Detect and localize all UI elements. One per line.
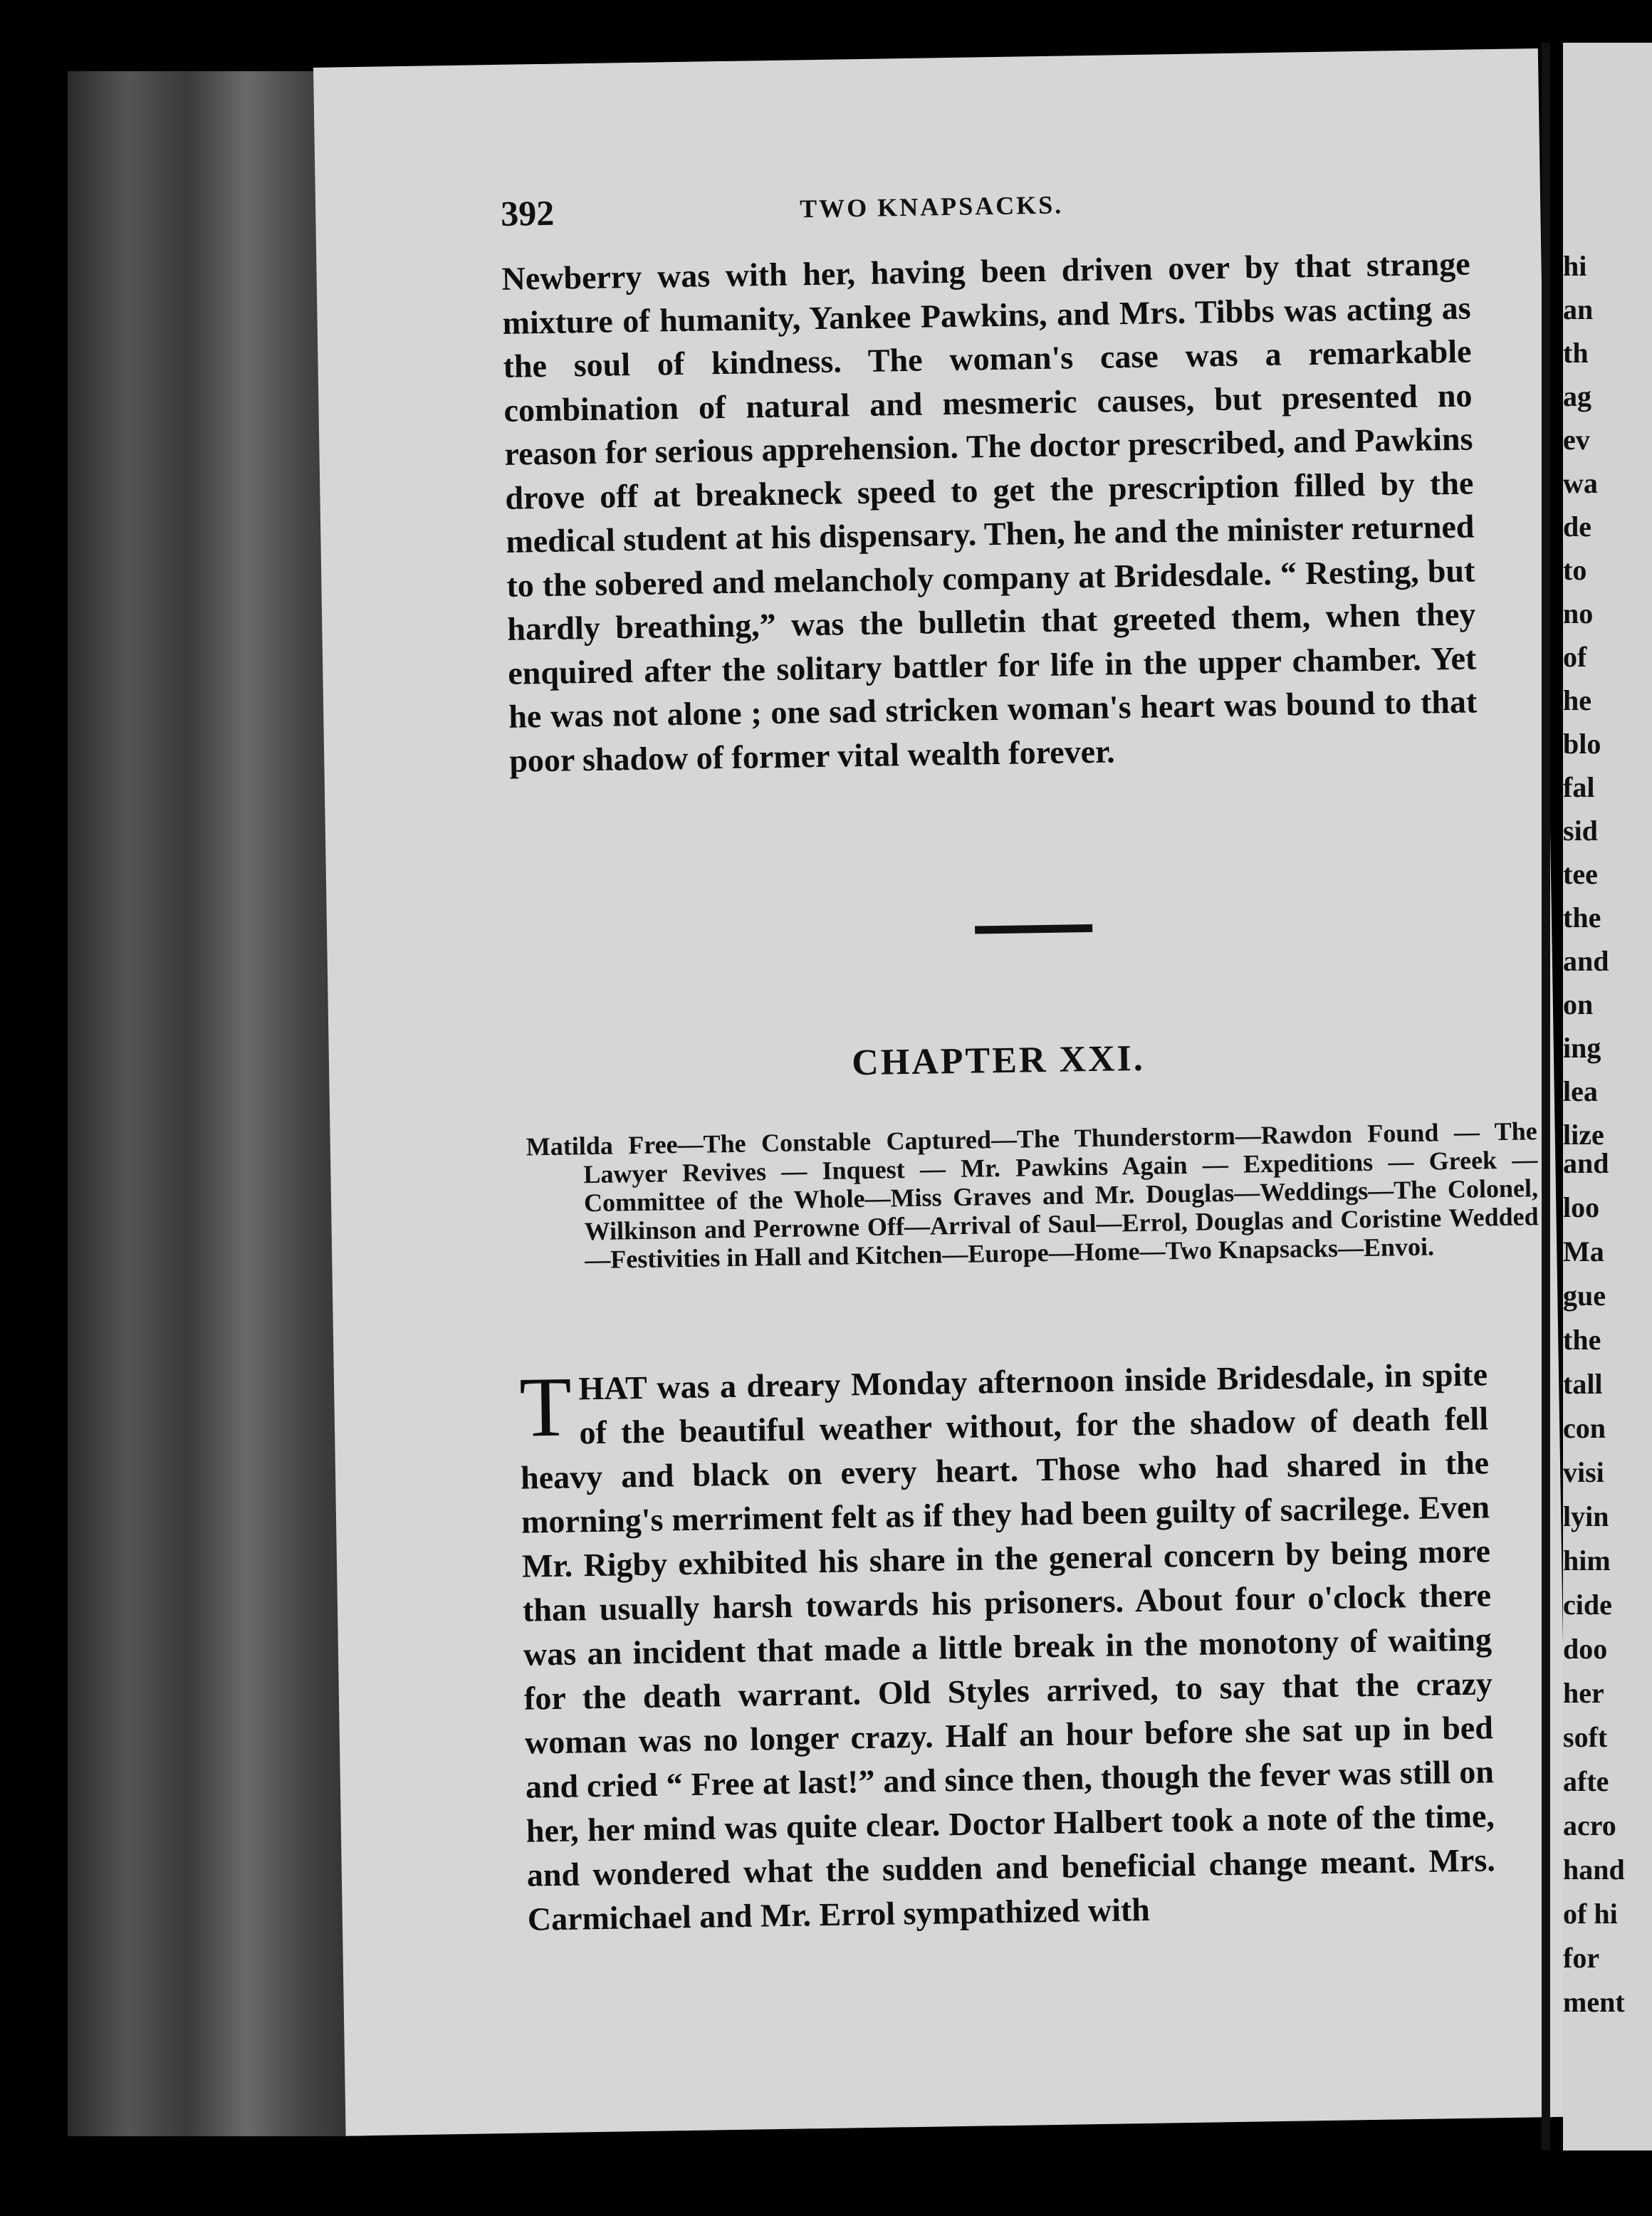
chapter-opening-text: HAT was a dreary Monday afternoon inside Bridesdale, in spite of the beautiful weather without, for the shadow of death fell heavy and black on every heart. Those who had shared in the morning's merriment felt as if they had been guilty of sacrilege. Even Mr. Rigby exhibited his share in the general concern by being more than usually harsh towards his prisoners. About four o'clock there was an incident that made a little break in the monotony of waiting for the death warrant. Old Styles arrived, to say that the crazy woman was no longer crazy. Half an hour before she sat up in bed and cried “ Free at last!” and since then, though the fever was still on her, her mind was quite clear. Doctor Halbert took a note of the time, and wondered what the sudden and beneficial change meant. Mrs. Carmichael and Mr. Errol sympathized with	[520, 1356, 1496, 1938]
adjacent-page-fragment: hi	[1563, 250, 1587, 282]
page-number: 392	[500, 192, 555, 234]
adjacent-page-fragment: the	[1563, 901, 1601, 934]
adjacent-page-fragment: Ma	[1563, 1235, 1604, 1268]
adjacent-page-fragment: he	[1563, 684, 1591, 716]
adjacent-page-fragment: on	[1563, 988, 1594, 1020]
adjacent-page-fragment: of	[1563, 641, 1587, 673]
adjacent-page-fragment: an	[1563, 293, 1594, 325]
adjacent-page-fragment: fal	[1563, 771, 1595, 803]
adjacent-page-fragment: of hi	[1563, 1898, 1618, 1930]
adjacent-page-fragment: and	[1563, 945, 1609, 977]
adjacent-page-fragment: acro	[1563, 1809, 1616, 1841]
adjacent-page-fragment: and	[1563, 1147, 1609, 1179]
adjacent-page-fragment: soft	[1563, 1721, 1608, 1753]
drop-cap: T	[518, 1359, 573, 1455]
adjacent-page-fragment: blo	[1563, 728, 1601, 760]
adjacent-page-fragment: loo	[1563, 1191, 1600, 1223]
book-page	[313, 48, 1570, 2136]
adjacent-page-fragment: sid	[1563, 815, 1598, 847]
adjacent-page-fragment: de	[1563, 511, 1591, 543]
adjacent-page-fragment: the	[1563, 1324, 1601, 1356]
adjacent-page-fragment: afte	[1563, 1765, 1609, 1797]
chapter-summary-text: Matilda Free—The Constable Captured—The Thunderstorm—Rawdon Found — The Lawyer Revives — Inquest — Mr. Pawkins Again — Expeditions — Greek — Committee of the Whole—Miss Graves and Mr. Douglas—Weddings—The Colonel, Wilkinson and Perrowne Off—Arrival of Saul—Errol, Douglas and Coristine Wedded—Festivities in Hall and Kitchen—Europe—Home—Two Knapsacks—Envoi.	[526, 1117, 1539, 1275]
running-title: TWO KNAPSACKS.	[799, 190, 1064, 224]
chapter-summary	[526, 1117, 1539, 1275]
page-header	[501, 177, 1512, 250]
adjacent-page-fragment: gue	[1563, 1280, 1606, 1312]
adjacent-page-fragment: visi	[1563, 1456, 1604, 1488]
adjacent-page-fragment: no	[1563, 597, 1594, 629]
adjacent-page-fragment: tall	[1563, 1368, 1603, 1400]
section-divider	[975, 924, 1092, 934]
adjacent-page-fragment: her	[1563, 1677, 1604, 1709]
adjacent-page-fragment: th	[1563, 337, 1589, 369]
adjacent-page-fragment: doo	[1563, 1633, 1608, 1665]
adjacent-page-fragment: lea	[1563, 1075, 1598, 1107]
adjacent-page-fragment: hand	[1563, 1854, 1625, 1886]
adjacent-page-fragment: him	[1563, 1545, 1611, 1577]
adjacent-page-fragment: wa	[1563, 467, 1598, 499]
chapter-title: CHAPTER XXI.	[851, 1038, 1146, 1084]
adjacent-page-fragment: ev	[1563, 424, 1590, 456]
chapter-opening-paragraph	[519, 1352, 1496, 1941]
adjacent-page-fragment: ag	[1563, 380, 1591, 412]
adjacent-page-fragment: for	[1563, 1942, 1600, 1974]
adjacent-page-fragment: cide	[1563, 1589, 1612, 1621]
adjacent-page-edge	[1563, 43, 1652, 2150]
top-paragraph: Newberry was with her, having been driven over by that strange mixture of humanity, Yankee Pawkins, and Mrs. Tibbs was acting as the soul of kindness. The woman's case was a remarkable combination of natural and mesmeric causes, but presented no reason for serious apprehension. The doctor prescribed, and Pawkins drove off at breakneck speed to get the prescription filled by the medical student at his dispensary. Then, he and the minister returned to the sobered and melancholy company at Bridesdale. “ Resting, but hardly breathing,” was the bulletin that greeted them, when they enquired after the solitary battler for life in the upper chamber. Yet he was not alone ; one sad stricken woman's heart was bound to that poor shadow of former vital wealth forever.	[501, 245, 1478, 779]
adjacent-page-fragment: con	[1563, 1412, 1606, 1444]
adjacent-page-fragment: to	[1563, 554, 1587, 586]
gutter-shadow	[1542, 43, 1550, 2150]
adjacent-page-fragment: ing	[1563, 1032, 1601, 1064]
adjacent-page-fragment: lyin	[1563, 1500, 1609, 1532]
adjacent-page-fragment: ment	[1563, 1986, 1625, 2018]
adjacent-page-fragment: tee	[1563, 858, 1598, 890]
adjacent-page-fragment: lize	[1563, 1119, 1604, 1151]
